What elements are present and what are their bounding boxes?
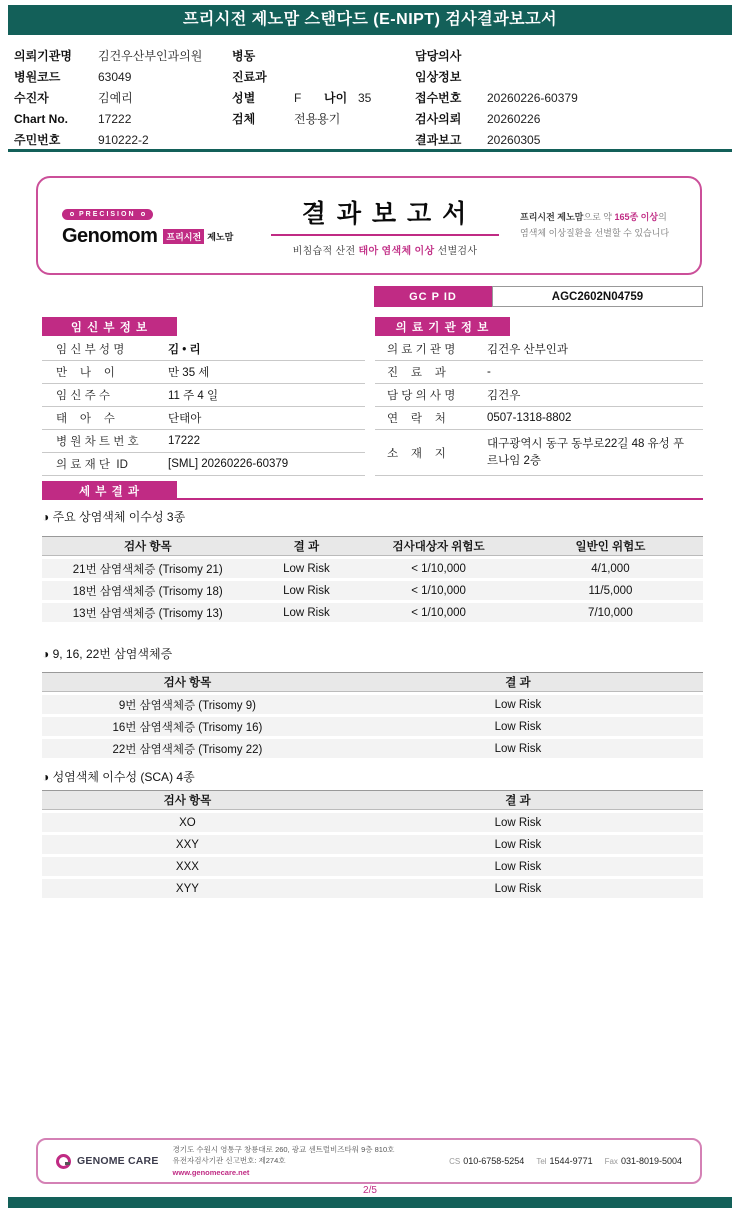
- genomecare-logo: [56, 1154, 159, 1169]
- details-divider: [42, 498, 703, 500]
- col-header: 검사대상자 위험도: [392, 541, 485, 553]
- table-row: [42, 739, 703, 758]
- info-label: 연 락 처: [387, 413, 446, 425]
- field-row: [232, 66, 412, 87]
- field-label: 접수번호: [415, 91, 462, 105]
- field-row: [415, 45, 720, 66]
- info-label: 담 당 의 사 명: [387, 390, 456, 402]
- field-value: 63049: [98, 69, 132, 84]
- field-row: [415, 108, 720, 129]
- test-name-cell: 13번 삼염색체증 (Trisomy 13): [72, 607, 223, 620]
- field-value: 910222-2: [98, 132, 149, 147]
- subject-risk-cell: < 1/10,000: [411, 606, 466, 619]
- population-risk-cell: 4/1,000: [591, 562, 630, 575]
- table-header-row: [42, 790, 703, 810]
- field-row: [415, 66, 720, 87]
- col-header: 검사 항목: [163, 795, 212, 807]
- report-title: 결 과 보 고 서: [301, 200, 469, 228]
- badge-dot-icon: [70, 212, 74, 216]
- precision-badge-label: PRECISION: [79, 210, 136, 218]
- result-cell: Low Risk: [494, 882, 542, 895]
- test-name-cell: 22번 삼염색체증 (Trisomy 22): [112, 743, 263, 756]
- patient-info-col-left: [14, 45, 230, 150]
- tagline-part: 의: [658, 212, 667, 223]
- field-row: [232, 108, 412, 129]
- test-name-cell: XYY: [175, 882, 199, 895]
- field-value: 35: [358, 90, 372, 105]
- result-cell: Low Risk: [494, 742, 542, 755]
- info-label: 진 료 과: [387, 367, 446, 379]
- field-row: [14, 87, 230, 108]
- contact-tel: [536, 1156, 592, 1166]
- info-row: [42, 407, 365, 430]
- details-section-title: 세 부 결 과: [42, 481, 177, 500]
- subject-risk-cell: < 1/10,000: [411, 584, 466, 597]
- section-heading-autosome: ◑ 주요 상염색체 이수성 3종: [42, 510, 186, 524]
- footer-contacts: [449, 1156, 682, 1166]
- test-name-cell: XXY: [175, 838, 199, 851]
- patient-info-col-right: [415, 45, 720, 150]
- test-name-cell: 21번 삼염색체증 (Trisomy 21): [72, 563, 223, 576]
- field-row: [14, 66, 230, 87]
- result-cell: Low Risk: [283, 562, 330, 575]
- info-value: 김 • 리: [168, 344, 201, 356]
- contact-value: 1544-9771: [549, 1156, 593, 1166]
- info-value: 17222: [168, 435, 200, 447]
- info-row: [42, 430, 365, 453]
- footer-card: [36, 1138, 702, 1184]
- result-cell: Low Risk: [494, 860, 542, 873]
- test-name-cell: 9번 삼염색체증 (Trisomy 9): [118, 699, 256, 712]
- genomecare-logo-icon: [56, 1154, 71, 1169]
- col-header: 결 과: [293, 541, 320, 553]
- contact-label: CS: [449, 1157, 461, 1166]
- field-label: 병동: [232, 49, 256, 63]
- result-cell: Low Risk: [494, 720, 542, 733]
- info-row: [375, 384, 703, 407]
- field-value: 김예리: [98, 91, 133, 105]
- field-label: 검체: [232, 112, 256, 126]
- subtitle-accent: 태아 염색체 이상: [358, 246, 435, 257]
- info-value: 0507-1318-8802: [487, 412, 572, 424]
- info-value: -: [487, 366, 491, 378]
- sca-table: [42, 790, 703, 898]
- field-value: 김건우산부인과의원: [98, 49, 203, 63]
- table-row: [42, 695, 703, 714]
- brand-row: [62, 225, 250, 248]
- report-tagline: [520, 210, 700, 241]
- table-row: [42, 603, 703, 622]
- title-underline: [271, 234, 499, 236]
- field-label: 담당의사: [415, 49, 462, 63]
- info-row: [375, 338, 703, 361]
- info-label: 병 원 차 트 번 호: [56, 436, 139, 448]
- col-header: 검사 항목: [163, 677, 212, 689]
- brand-kr-box: 프리시전: [163, 229, 204, 244]
- table-row: [42, 879, 703, 898]
- field-label: 진료과: [232, 70, 267, 84]
- tagline-accent: 165종 이상: [614, 212, 659, 223]
- population-risk-cell: 11/5,000: [588, 584, 633, 597]
- field-row: [14, 108, 230, 129]
- table-row: [42, 857, 703, 876]
- subtitle-part: 선별검사: [434, 246, 478, 257]
- info-label: 태 아 수: [56, 413, 115, 425]
- contact-value: 031-8019-5004: [620, 1156, 682, 1166]
- field-label: 나이: [324, 91, 348, 105]
- info-row: [375, 430, 703, 476]
- gcpid-value: AGC2602N04759: [492, 286, 703, 307]
- patient-info-col-middle: [232, 45, 412, 129]
- patient-info-header: [8, 35, 732, 152]
- field-label: 임상정보: [415, 70, 462, 84]
- contact-cs: [449, 1156, 524, 1166]
- field-row: [415, 129, 720, 150]
- info-value: 대구광역시 동구 동부로22길 48 유성 푸르나임 2층: [487, 438, 685, 467]
- genomom-logo: [38, 203, 250, 248]
- info-label: 의 료 기 관 명: [387, 344, 456, 356]
- brand-kr: 제노맘: [207, 232, 234, 242]
- population-risk-cell: 7/10,000: [588, 606, 633, 619]
- subject-risk-cell: < 1/10,000: [411, 562, 466, 575]
- field-value: 20260226: [487, 111, 541, 126]
- report-title-bar: 프리시전 제노맘 스탠다드 (E-NIPT) 검사결과보고서: [8, 5, 732, 35]
- clinic-info-title: 의 료 기 관 정 보: [375, 317, 510, 336]
- table-row: [42, 581, 703, 600]
- mother-info-title: 임 신 부 정 보: [42, 317, 177, 336]
- field-value: 17222: [98, 111, 132, 126]
- table-row: [42, 559, 703, 578]
- col-header: 검사 항목: [123, 541, 172, 553]
- col-header: 일반인 위험도: [575, 541, 646, 553]
- contact-label: Tel: [536, 1157, 547, 1166]
- result-cell: Low Risk: [494, 838, 542, 851]
- field-row: [14, 45, 230, 66]
- report-subtitle: [250, 242, 520, 257]
- field-label: Chart No.: [14, 111, 68, 126]
- field-label: 주민번호: [14, 133, 61, 147]
- result-cell: Low Risk: [283, 584, 330, 597]
- result-cell: Low Risk: [494, 816, 542, 829]
- info-row: [42, 453, 365, 476]
- field-row: [232, 87, 412, 108]
- info-label: 임 신 부 성 명: [56, 344, 125, 356]
- table-row: [42, 813, 703, 832]
- table-header-row: [42, 672, 703, 692]
- subtitle-part: 비침습적 산전: [292, 246, 359, 257]
- section-heading-sca: ◑ 성염색체 이수성 (SCA) 4종: [42, 770, 195, 784]
- field-value: 20260226-60379: [487, 90, 578, 105]
- info-label: 소 재 지: [387, 447, 446, 460]
- info-value: 김건우 산부인과: [487, 344, 568, 356]
- info-row: [42, 338, 365, 361]
- info-row: [375, 407, 703, 430]
- contact-value: 010-6758-5254: [463, 1156, 525, 1166]
- website-link: www.genomecare.net: [172, 1167, 250, 1177]
- field-row: [232, 45, 412, 66]
- trisomy-9-16-22-table: [42, 672, 703, 758]
- test-name-cell: XXX: [175, 860, 199, 873]
- tagline-brand: 프리시전 제노맘: [520, 212, 584, 223]
- contact-fax: [605, 1156, 682, 1166]
- field-row: [14, 129, 230, 150]
- gcpid-label: GC P ID: [374, 286, 492, 307]
- info-row: [42, 361, 365, 384]
- info-value: 11 주 4 일: [168, 390, 219, 402]
- field-value: 전용용기: [294, 112, 341, 126]
- info-label: 임 신 주 수: [56, 390, 111, 402]
- section-heading-trisomy-9-16-22: ◑ 9, 16, 22번 삼염색체증: [42, 647, 173, 661]
- report-header-card: [36, 176, 702, 275]
- table-header-row: [42, 536, 703, 556]
- address-line2: 유전자검사기관 신고번호: 제274호: [172, 1156, 286, 1166]
- bottom-teal-bar: [8, 1197, 732, 1208]
- tagline-line2: 염색체 이상질환을 선별할 수 있습니다: [520, 227, 670, 238]
- col-header: 결 과: [505, 795, 531, 807]
- field-label: 병원코드: [14, 70, 61, 84]
- gcpid-row: [374, 286, 703, 307]
- info-row: [375, 361, 703, 384]
- field-value: F: [294, 90, 302, 105]
- info-value: 김건우: [487, 390, 521, 402]
- autosome-risk-table: [42, 536, 703, 622]
- field-value: 20260305: [487, 132, 541, 147]
- info-value: 만 35 세: [168, 367, 210, 379]
- col-header: 결 과: [505, 677, 531, 689]
- test-name-cell: 16번 삼염색체증 (Trisomy 16): [112, 721, 263, 734]
- test-name-cell: 18번 삼염색체증 (Trisomy 18): [72, 585, 223, 598]
- info-label: 의 료 재 단 ID: [56, 459, 128, 471]
- badge-dot-icon: [141, 212, 145, 216]
- field-label: 검사의뢰: [415, 112, 462, 126]
- field-label: 수진자: [14, 91, 49, 105]
- contact-label: Fax: [604, 1157, 618, 1166]
- info-value: [SML] 20260226-60379: [168, 458, 289, 470]
- field-label: 결과보고: [415, 133, 462, 147]
- footer-address: [173, 1144, 395, 1179]
- address-line1: 경기도 수원시 영통구 창룡대로 260, 광교 센트럴비즈타워 9층 810호: [172, 1144, 395, 1154]
- brand-name: Genomom: [62, 225, 158, 247]
- info-value: 단태아: [168, 413, 202, 425]
- table-row: [42, 835, 703, 854]
- tagline-part: 으로 약: [583, 212, 615, 223]
- result-cell: Low Risk: [494, 698, 542, 711]
- report-title-area: [250, 194, 520, 257]
- table-row: [42, 717, 703, 736]
- genomecare-logo-text: GENOME CARE: [77, 1155, 159, 1167]
- field-label: 의뢰기관명: [14, 49, 72, 63]
- page-number: 2/5: [363, 1185, 377, 1196]
- test-name-cell: XO: [179, 816, 196, 829]
- result-cell: Low Risk: [283, 606, 330, 619]
- mother-info-table: [42, 338, 365, 476]
- precision-badge: [62, 209, 153, 220]
- info-row: [42, 384, 365, 407]
- field-row: [415, 87, 720, 108]
- clinic-info-table: [375, 338, 703, 476]
- field-label: 성별: [232, 91, 256, 105]
- info-label: 만 나 이: [56, 367, 115, 379]
